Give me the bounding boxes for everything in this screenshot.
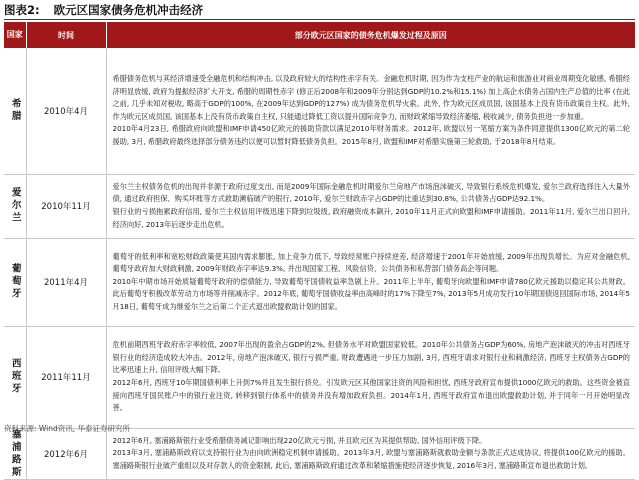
description-cell: 葡萄牙的低利率和宽松财政政策使其国内需求膨胀, 加上竞争力低下, 导致经常账户持续逆差, 经济增速于2001年开始放缓, 2009年出现负增长。为应对金融危机, 葡萄牙政府加大财政刺激, 2009年财政赤字率达9.3%, 并出现国家工程、风险信贷、公共债务和私营部门债务高企等问题。 2010年中期市场开始质疑葡萄牙政府的偿债能力, 导致葡萄牙国债收益率急剧上升。2011年上半年, 葡萄牙向欧盟和IMF申请780亿欧元援助以稳定其公共财政。此后葡萄牙积极改革劳动力市场等并削减赤字。2012年底, 葡萄牙国债收益率由高峰时的17%下降至7%, 2013年5月成功发行10年期国债返回国际市场, 2014年5月18日, 葡萄牙成为继爱尔兰之后第二个正式退出欧盟救助计划的国家。 (106, 238, 635, 326)
table-header-row (4, 22, 635, 48)
header-time: 时间 (26, 22, 106, 48)
header-country: 国家 (4, 22, 26, 48)
time-cell: 2010年11月 (26, 174, 106, 238)
table-row-cyprus (4, 428, 635, 479)
table-row-greece (4, 48, 635, 174)
description-cell: 危机前期西班牙政府赤字率较低, 2007年出现的盈余占GDP的2%, 但债务水平对欧盟国家较低。2010年公共债务占GDP为60%, 房地产泡沫破灭的冲击对西班牙银行业的经济造成较大冲击。2012年, 房地产泡沫破灭, 银行亏损严重, 财政遭遇进一步压力加剧, 3月, 西班牙请求对银行业和刺激经济, 西班牙主权债务占GDP的比率迅速上升, 信用评级大幅下降。 2012年6月, 西班牙10年期国债利率上升到7%并且发生银行挤兑。引发欧元区其他国家注资的风险和担忧, 西班牙政府宣布提供1000亿欧元的救助。这些资金被直接向西班牙国民账户中的银行业注资, 转移到银行体系中的债务并没有增加政府负担。2014年1月, 西班牙政府宣布退出欧盟救助计划, 并于同年一月开始明显改善。 (106, 326, 635, 428)
figure-title-text: 欧元区国家债务危机冲击经济 (53, 3, 204, 17)
country-cell: 西班牙 (4, 326, 26, 428)
country-cell: 爱尔兰 (4, 174, 26, 238)
table-row-spain (4, 326, 635, 428)
description-cell: 爱尔兰主权债务危机的出现并非源于政府过度支出, 而是2009年国际金融危机时期爱尔兰房地产市场泡沫破灭, 导致银行系统危机爆发, 爱尔兰政府选择注入大量外债, 通过政府担保、购买坏账等方式救助濒临破产的银行, 2010年, 爱尔兰财政赤字占GDP的比重达到30.8%, 公共债务占GDP达92.1%。 银行业的亏损拖累政府信用, 爱尔兰主权信用评级迅速下降到垃圾级, 政府融资成本飙升, 2010年11月正式向欧盟和IMF申请援助。2011年11月, 爱尔兰出口回升, 经济向好, 2013年后逐步走出危机。 (106, 174, 635, 238)
time-cell: 2011年4月 (26, 238, 106, 326)
time-cell: 2011年11月 (26, 326, 106, 428)
description-cell: 希腊债务危机与其经济增速受全融危机和结构冲击, 以及政府较大的结构性赤字有关。金融危机时期, 因为作为支柱产业的航运和旅游业对商业周期变化敏感, 希腊经济明显放缓, 政府为提振经济扩大开支, 希腊的周期性赤字 (修正后2008年和2009年分别达到GDP的10.2%和15.1%) 加上高企水债务占国内生产总值的比率 (在此之前, 几乎未知对税收, 略高于GDP的100%, 在2009年达到GDP的127%) 成为债务危机导火索。此外, 作为欧元区成员国, 该国基本上没有货币政策自主权。此外, 作为欧元区成员国, 该国基本上没有货币政策自主权, 只能通过降低工资以提升国际竞争力, 而财政紧缩导致经济萎缩, 税收减少, 债务负担进一步加重。 2010年4月23日, 希腊政府向欧盟和IMF申请450亿欧元的援助贷款以满足2010年财务需求。2012年, 欧盟以另一笔缩方案为条件同意提供1300亿欧元的第二轮援助, 3月, 希腊政府最终选择部分债务违约以便可以暂时降低债务负担。2015年8月, 欧盟和IMF对希腊实施第三轮救助, 于2018年8月结束。 (106, 48, 635, 174)
table-row-ireland (4, 174, 635, 238)
time-cell: 2010年4月 (26, 48, 106, 174)
country-cell: 葡萄牙 (4, 238, 26, 326)
country-cell: 希腊 (4, 48, 26, 174)
time-cell: 2012年6月 (26, 428, 106, 479)
country-cell: 塞浦路斯 (4, 428, 26, 479)
header-process: 部分欧元区国家的债务危机爆发过程及原因 (106, 22, 635, 48)
source-note: 资料来源: Wind资讯, 华泰证券研究所 (4, 424, 131, 433)
figure-title (4, 2, 635, 20)
debt-crisis-table (4, 22, 635, 480)
table-row-portugal (4, 238, 635, 326)
figure-number: 图表2: (4, 3, 40, 17)
description-cell: 2012年6月, 塞浦路斯银行业受希腊债务减记影响出现220亿欧元亏损, 并且欧元区为其提供帮助, 国外信用评级下降。 2013年3月, 塞浦路斯政府以支持银行业为由向欧洲稳定机制申请援助。2013年3月, 欧盟与塞浦路斯就救助金额与条款正式达成协议, 将提供100亿欧元的援助。塞浦路斯银行业破产重组以及对存款人的资金限制, 此后, 塞浦路斯政府通过改革和紧缩措施使经济逐步恢复, 2016年3月, 塞浦路斯宣布退出救助计划。 (106, 428, 635, 479)
